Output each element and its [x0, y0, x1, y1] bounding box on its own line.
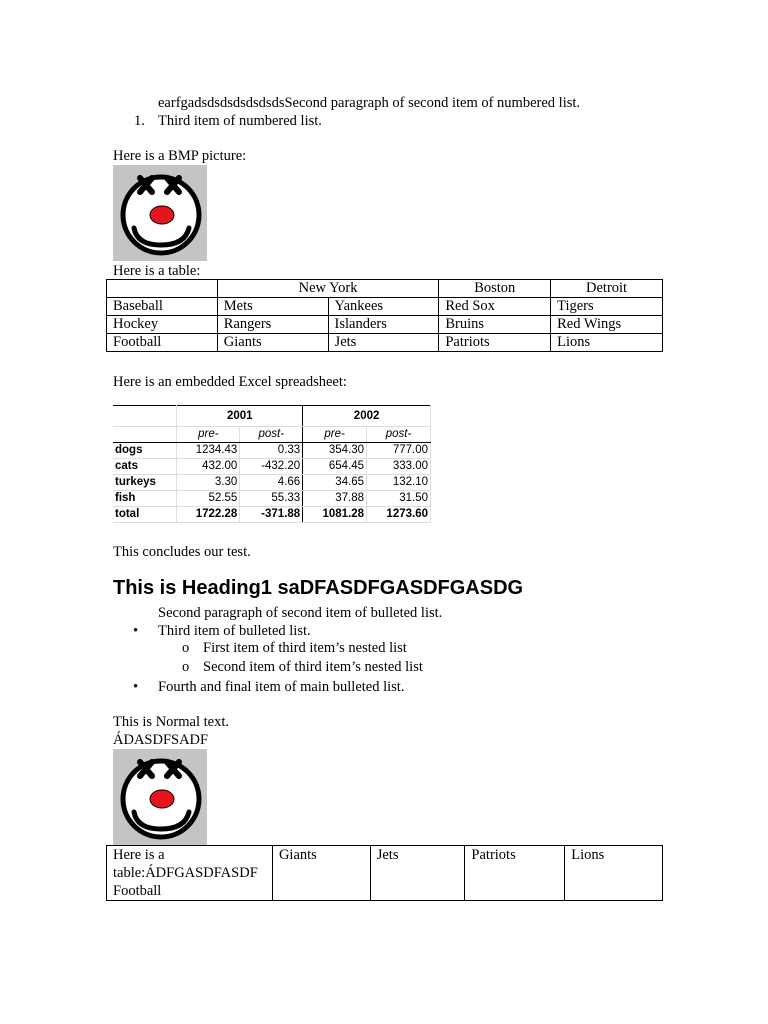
table-cell: Yankees	[328, 298, 439, 316]
spreadsheet-cell: 55.33	[240, 491, 303, 507]
table-cell-line: Here is a	[113, 847, 165, 863]
table-cell: Bruins	[439, 316, 551, 334]
table-cell-line: Football	[113, 883, 162, 899]
spreadsheet-cell: 34.65	[303, 475, 367, 491]
spreadsheet-row	[113, 443, 431, 459]
spreadsheet-row	[113, 491, 431, 507]
table-cell: Hockey	[107, 316, 218, 334]
spreadsheet-cell: 132.10	[367, 475, 431, 491]
table-row	[107, 334, 663, 352]
spreadsheet-cell: 654.45	[303, 459, 367, 475]
table-cell	[107, 846, 273, 901]
table-cell-line: table:ÁDFGASDFASDF	[113, 865, 258, 881]
odd-text: ÁDASDFSADF	[113, 732, 209, 748]
nested-list-item: First item of third item’s nested list	[203, 640, 407, 656]
table-cell: Red Sox	[439, 298, 551, 316]
spreadsheet-row	[113, 475, 431, 491]
table-cell: Football	[107, 334, 218, 352]
table-row	[107, 298, 663, 316]
spreadsheet-subheader: post-	[367, 427, 431, 443]
table-cell: Jets	[370, 846, 465, 901]
spreadsheet-total-cell: -371.88	[240, 507, 303, 523]
table-cell: Baseball	[107, 298, 218, 316]
final-table	[106, 845, 663, 901]
bullet-marker: •	[133, 679, 139, 695]
table-header-cell	[107, 280, 218, 298]
bullet-marker: •	[133, 623, 139, 639]
nested-list-item: Second item of third item’s nested list	[203, 659, 423, 675]
numbered-list-continuation: earfgadsdsdsdsdsdsdsSecond paragraph of second item of numbered list.	[158, 95, 581, 111]
table-cell: Giants	[272, 846, 370, 901]
table-cell: Mets	[217, 298, 328, 316]
table-cell: Patriots	[439, 334, 551, 352]
spreadsheet-cell: 52.55	[177, 491, 240, 507]
table-cell: Giants	[217, 334, 328, 352]
spreadsheet-row-label: fish	[113, 491, 177, 507]
table-header-cell: Boston	[439, 280, 551, 298]
clown-face-icon	[113, 165, 207, 261]
bulleted-list-item-3: Third item of bulleted list.	[158, 623, 311, 639]
table-row	[107, 846, 663, 901]
spreadsheet-row-label: cats	[113, 459, 177, 475]
table-cell: Patriots	[465, 846, 565, 901]
spreadsheet-cell: 4.66	[240, 475, 303, 491]
bulleted-list-item-4: Fourth and final item of main bulleted list.	[158, 679, 405, 695]
spreadsheet-year-row	[113, 406, 431, 427]
spreadsheet-total-cell: 1273.60	[367, 507, 431, 523]
table-label: Here is a table:	[113, 263, 201, 279]
embedded-spreadsheet	[113, 405, 431, 523]
table-cell: Rangers	[217, 316, 328, 334]
spreadsheet-cell: 333.00	[367, 459, 431, 475]
spreadsheet-row	[113, 459, 431, 475]
nested-bullet-marker: o	[182, 640, 190, 656]
spreadsheet-row-label: turkeys	[113, 475, 177, 491]
spreadsheet-subheader-row	[113, 427, 431, 443]
spreadsheet-total-cell: 1722.28	[177, 507, 240, 523]
conclusion-text: This concludes our test.	[113, 544, 251, 560]
table-cell: Tigers	[551, 298, 663, 316]
spreadsheet-cell: 0.33	[240, 443, 303, 459]
table-cell: Jets	[328, 334, 439, 352]
sports-table	[106, 279, 663, 352]
spreadsheet-subheader: pre-	[177, 427, 240, 443]
table-cell: Red Wings	[551, 316, 663, 334]
excel-label: Here is an embedded Excel spreadsheet:	[113, 374, 347, 390]
numbered-list-item-3: Third item of numbered list.	[158, 113, 322, 129]
spreadsheet-cell	[113, 427, 177, 443]
table-cell: Islanders	[328, 316, 439, 334]
bmp-label: Here is a BMP picture:	[113, 148, 247, 164]
spreadsheet-total-cell: 1081.28	[303, 507, 367, 523]
spreadsheet-row-label: dogs	[113, 443, 177, 459]
spreadsheet-subheader: pre-	[303, 427, 367, 443]
spreadsheet-year-cell: 2002	[303, 406, 431, 427]
spreadsheet-cell: -432.20	[240, 459, 303, 475]
spreadsheet-corner-cell	[113, 406, 177, 427]
table-cell: Lions	[565, 846, 663, 901]
spreadsheet-cell: 31.50	[367, 491, 431, 507]
clown-face-icon	[113, 749, 207, 845]
spreadsheet-cell: 432.00	[177, 459, 240, 475]
table-header-cell: Detroit	[551, 280, 663, 298]
spreadsheet-subheader: post-	[240, 427, 303, 443]
spreadsheet-cell: 1234.43	[177, 443, 240, 459]
table-cell: Lions	[551, 334, 663, 352]
table-header-row	[107, 280, 663, 298]
normal-text: This is Normal text.	[113, 714, 229, 730]
table-row	[107, 316, 663, 334]
spreadsheet-cell: 3.30	[177, 475, 240, 491]
bulleted-list-continuation: Second paragraph of second item of bulleted list.	[158, 605, 443, 621]
spreadsheet-total-row	[113, 507, 431, 523]
heading-1: This is Heading1 saDFASDFGASDFGASDG	[113, 577, 524, 599]
spreadsheet-row-label: total	[113, 507, 177, 523]
table-header-cell: New York	[217, 280, 439, 298]
spreadsheet-cell: 354.30	[303, 443, 367, 459]
spreadsheet-cell: 37.88	[303, 491, 367, 507]
spreadsheet-year-cell: 2001	[177, 406, 303, 427]
numbered-list-marker: 1.	[134, 113, 145, 129]
spreadsheet-cell: 777.00	[367, 443, 431, 459]
nested-bullet-marker: o	[182, 659, 190, 675]
